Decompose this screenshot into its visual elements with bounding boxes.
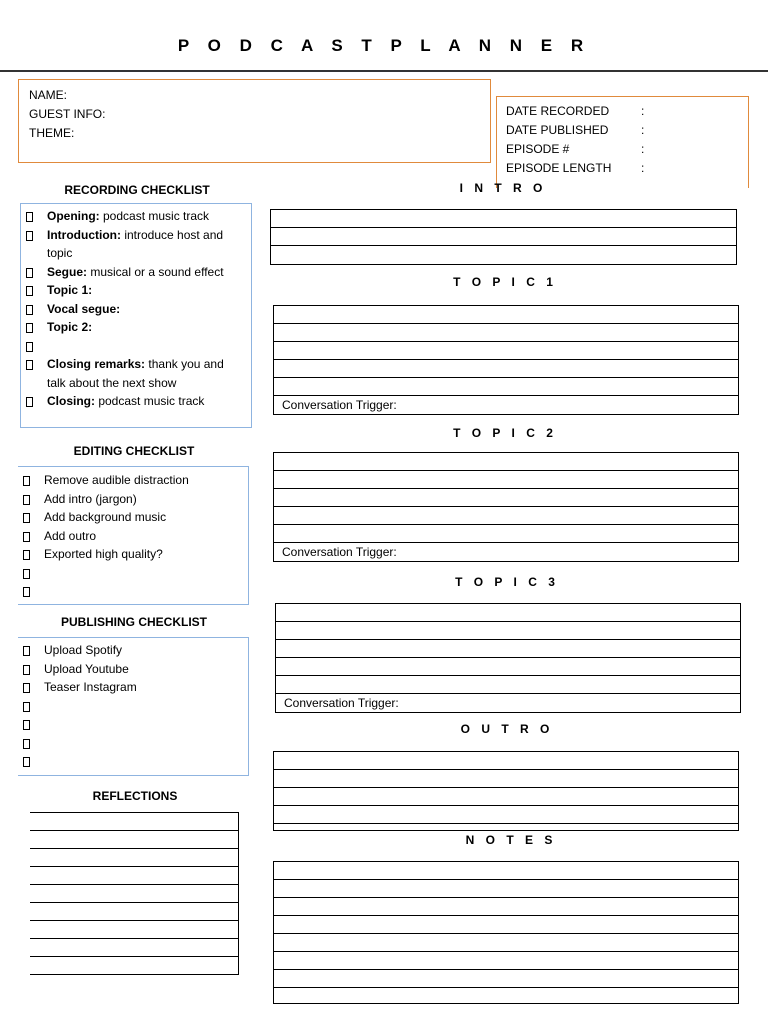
checklist-item[interactable] [21,207,251,226]
checkbox-icon[interactable] [23,513,30,523]
header-divider [0,70,768,72]
checklist-item[interactable] [18,715,248,734]
item-bold: Opening: [47,209,100,223]
checkbox-icon[interactable] [23,757,30,767]
date-published-colon: : [641,123,645,137]
topic-3-lines[interactable] [275,603,741,713]
date-recorded-colon: : [641,104,645,118]
checkbox-icon[interactable] [23,550,30,560]
checkbox-icon[interactable] [23,702,30,712]
writing-line[interactable] [274,752,738,770]
notes-title: N O T E S [465,833,557,847]
writing-line[interactable] [30,812,238,830]
writing-line[interactable] [274,471,738,489]
intro-lines[interactable] [270,209,737,265]
publishing-checklist [18,637,249,776]
checklist-item[interactable] [18,490,248,509]
item-bold: Topic 1: [47,283,93,297]
reflections-title: REFLECTIONS [92,789,178,803]
checklist-item[interactable] [18,697,248,716]
writing-line[interactable] [274,507,738,525]
item-bold: Closing: [47,394,95,408]
writing-line[interactable] [274,970,738,988]
item-text: Upload Youtube [44,661,129,676]
writing-line[interactable] [274,525,738,543]
writing-line[interactable] [30,884,238,902]
writing-line[interactable] [274,862,738,880]
checklist-item[interactable] [21,281,251,300]
item-bold: Segue: [47,264,88,279]
writing-line[interactable] [274,824,738,830]
date-recorded-label: DATE RECORDED [506,104,610,118]
writing-line[interactable] [274,306,738,324]
item-text: Add background music [44,510,167,524]
writing-line[interactable] [276,658,740,676]
checklist-item[interactable] [21,392,251,411]
topic-1-title: T O P I C 1 [453,275,557,289]
item-text: thank you and [145,357,224,371]
checkbox-icon[interactable] [23,665,30,675]
writing-line[interactable] [30,848,238,866]
checklist-item[interactable] [18,508,248,527]
item-text: Remove audible distraction [44,473,189,487]
checklist-item[interactable] [18,752,248,771]
checklist-item[interactable] [18,527,248,546]
checkbox-icon[interactable] [23,646,30,656]
item-text: musical or a sound effect [87,264,224,279]
writing-line[interactable] [276,622,740,640]
trigger-line[interactable] [274,396,738,414]
writing-line[interactable] [274,880,738,898]
checkbox-icon[interactable] [23,720,30,730]
item-text: talk about the next show [47,375,177,390]
topic-2-lines[interactable] [273,452,739,562]
writing-line[interactable] [274,788,738,806]
checkbox-icon[interactable] [26,360,33,370]
checklist-item[interactable] [21,263,251,282]
writing-line[interactable] [276,604,740,622]
checklist-item-continuation [21,374,251,393]
writing-line[interactable] [274,806,738,824]
publishing-checklist-title: PUBLISHING CHECKLIST [60,615,207,629]
writing-line[interactable] [30,830,238,848]
checklist-item[interactable] [21,226,251,245]
notes-lines[interactable] [273,861,739,1004]
recording-checklist-title: RECORDING CHECKLIST [64,183,210,197]
topic-2-title: T O P I C 2 [453,426,557,440]
checklist-item[interactable] [18,564,248,583]
item-bold: Closing remarks: [47,357,146,371]
editing-checklist [18,466,249,605]
writing-line[interactable] [274,378,738,396]
date-recorded-row [506,102,748,121]
checklist-item[interactable] [21,355,251,374]
writing-line[interactable] [30,902,238,920]
writing-line[interactable] [30,866,238,884]
episode-info-box [18,79,491,163]
checkbox-icon[interactable] [23,739,30,749]
checkbox-icon[interactable] [26,286,33,296]
writing-line[interactable] [30,938,238,956]
trigger-line[interactable] [276,694,740,712]
writing-line[interactable] [274,342,738,360]
item-text: Upload Spotify [44,643,123,657]
checklist-item[interactable] [21,337,251,356]
checklist-item-continuation [21,244,251,263]
checklist-item[interactable] [18,582,248,601]
conversation-trigger-label: Conversation Trigger: [282,545,397,559]
editing-checklist-title: EDITING CHECKLIST [73,444,195,458]
guest-info-label: GUEST INFO: [29,107,106,121]
checklist-item[interactable] [18,678,248,697]
writing-line[interactable] [271,246,736,264]
episode-length-label: EPISODE LENGTH [506,161,612,175]
writing-line[interactable] [274,324,738,342]
topic-3-title: T O P I C 3 [455,575,559,589]
writing-line[interactable] [274,988,738,1003]
writing-line[interactable] [274,916,738,934]
writing-line[interactable] [274,453,738,471]
checklist-item[interactable] [18,641,248,660]
writing-line[interactable] [274,360,738,378]
writing-line[interactable] [276,676,740,694]
checkbox-icon[interactable] [23,569,30,579]
date-published-label: DATE PUBLISHED [506,123,609,137]
checkbox-icon[interactable] [23,587,30,597]
checkbox-icon[interactable] [26,323,33,333]
page-title: P O D C A S T P L A N N E R [177,36,591,55]
item-text: podcast music track [99,209,210,223]
item-bold: Vocal segue: [47,301,121,316]
item-text: Add intro (jargon) [44,491,137,506]
checkbox-icon[interactable] [23,476,30,486]
writing-line[interactable] [274,934,738,952]
outro-lines[interactable] [273,751,739,831]
item-text: Exported high quality? [44,547,163,561]
outro-title: O U T R O [460,722,554,736]
checkbox-icon[interactable] [23,683,30,693]
writing-line[interactable] [274,489,738,507]
topic-1-lines[interactable] [273,305,739,415]
conversation-trigger-label: Conversation Trigger: [284,696,399,710]
episode-length-row [506,159,748,178]
item-text: Add outro [44,528,97,543]
checkbox-icon[interactable] [23,532,30,542]
checklist-item[interactable] [18,545,248,564]
recording-checklist [20,203,252,428]
episode-number-label: EPISODE # [506,142,570,156]
intro-title: I N T R O [459,181,547,195]
episode-length-colon: : [641,161,645,175]
checkbox-icon[interactable] [23,495,30,505]
item-text: Teaser Instagram [44,680,137,694]
checkbox-icon[interactable] [26,305,33,315]
episode-number-colon: : [641,142,645,156]
checkbox-icon[interactable] [26,268,33,278]
episode-number-row [506,140,748,159]
checkbox-icon[interactable] [26,212,33,222]
writing-line[interactable] [274,898,738,916]
writing-line[interactable] [274,952,738,970]
reflections-lines[interactable] [30,812,239,975]
checklist-item[interactable] [18,471,248,490]
checkbox-icon[interactable] [26,397,33,407]
item-text: podcast music track [95,394,205,408]
theme-label: THEME: [29,126,75,140]
checklist-item[interactable] [21,318,251,337]
checkbox-icon[interactable] [26,342,33,352]
writing-line[interactable] [271,228,736,246]
writing-line[interactable] [30,920,238,938]
writing-line[interactable] [274,770,738,788]
trigger-line[interactable] [274,543,738,561]
name-label: NAME: [29,88,68,102]
date-info-box [496,96,749,188]
checklist-item[interactable] [21,300,251,319]
writing-line[interactable] [271,210,736,228]
item-bold: Topic 2: [47,320,93,334]
writing-line[interactable] [276,640,740,658]
item-text: introduce host and [120,227,224,242]
writing-line[interactable] [30,956,238,975]
checklist-item[interactable] [18,660,248,679]
item-bold: Introduction: [47,227,121,242]
checkbox-icon[interactable] [26,231,33,241]
date-published-row [506,121,748,140]
item-text: topic [47,246,73,260]
checklist-item[interactable] [18,734,248,753]
conversation-trigger-label: Conversation Trigger: [282,398,397,412]
